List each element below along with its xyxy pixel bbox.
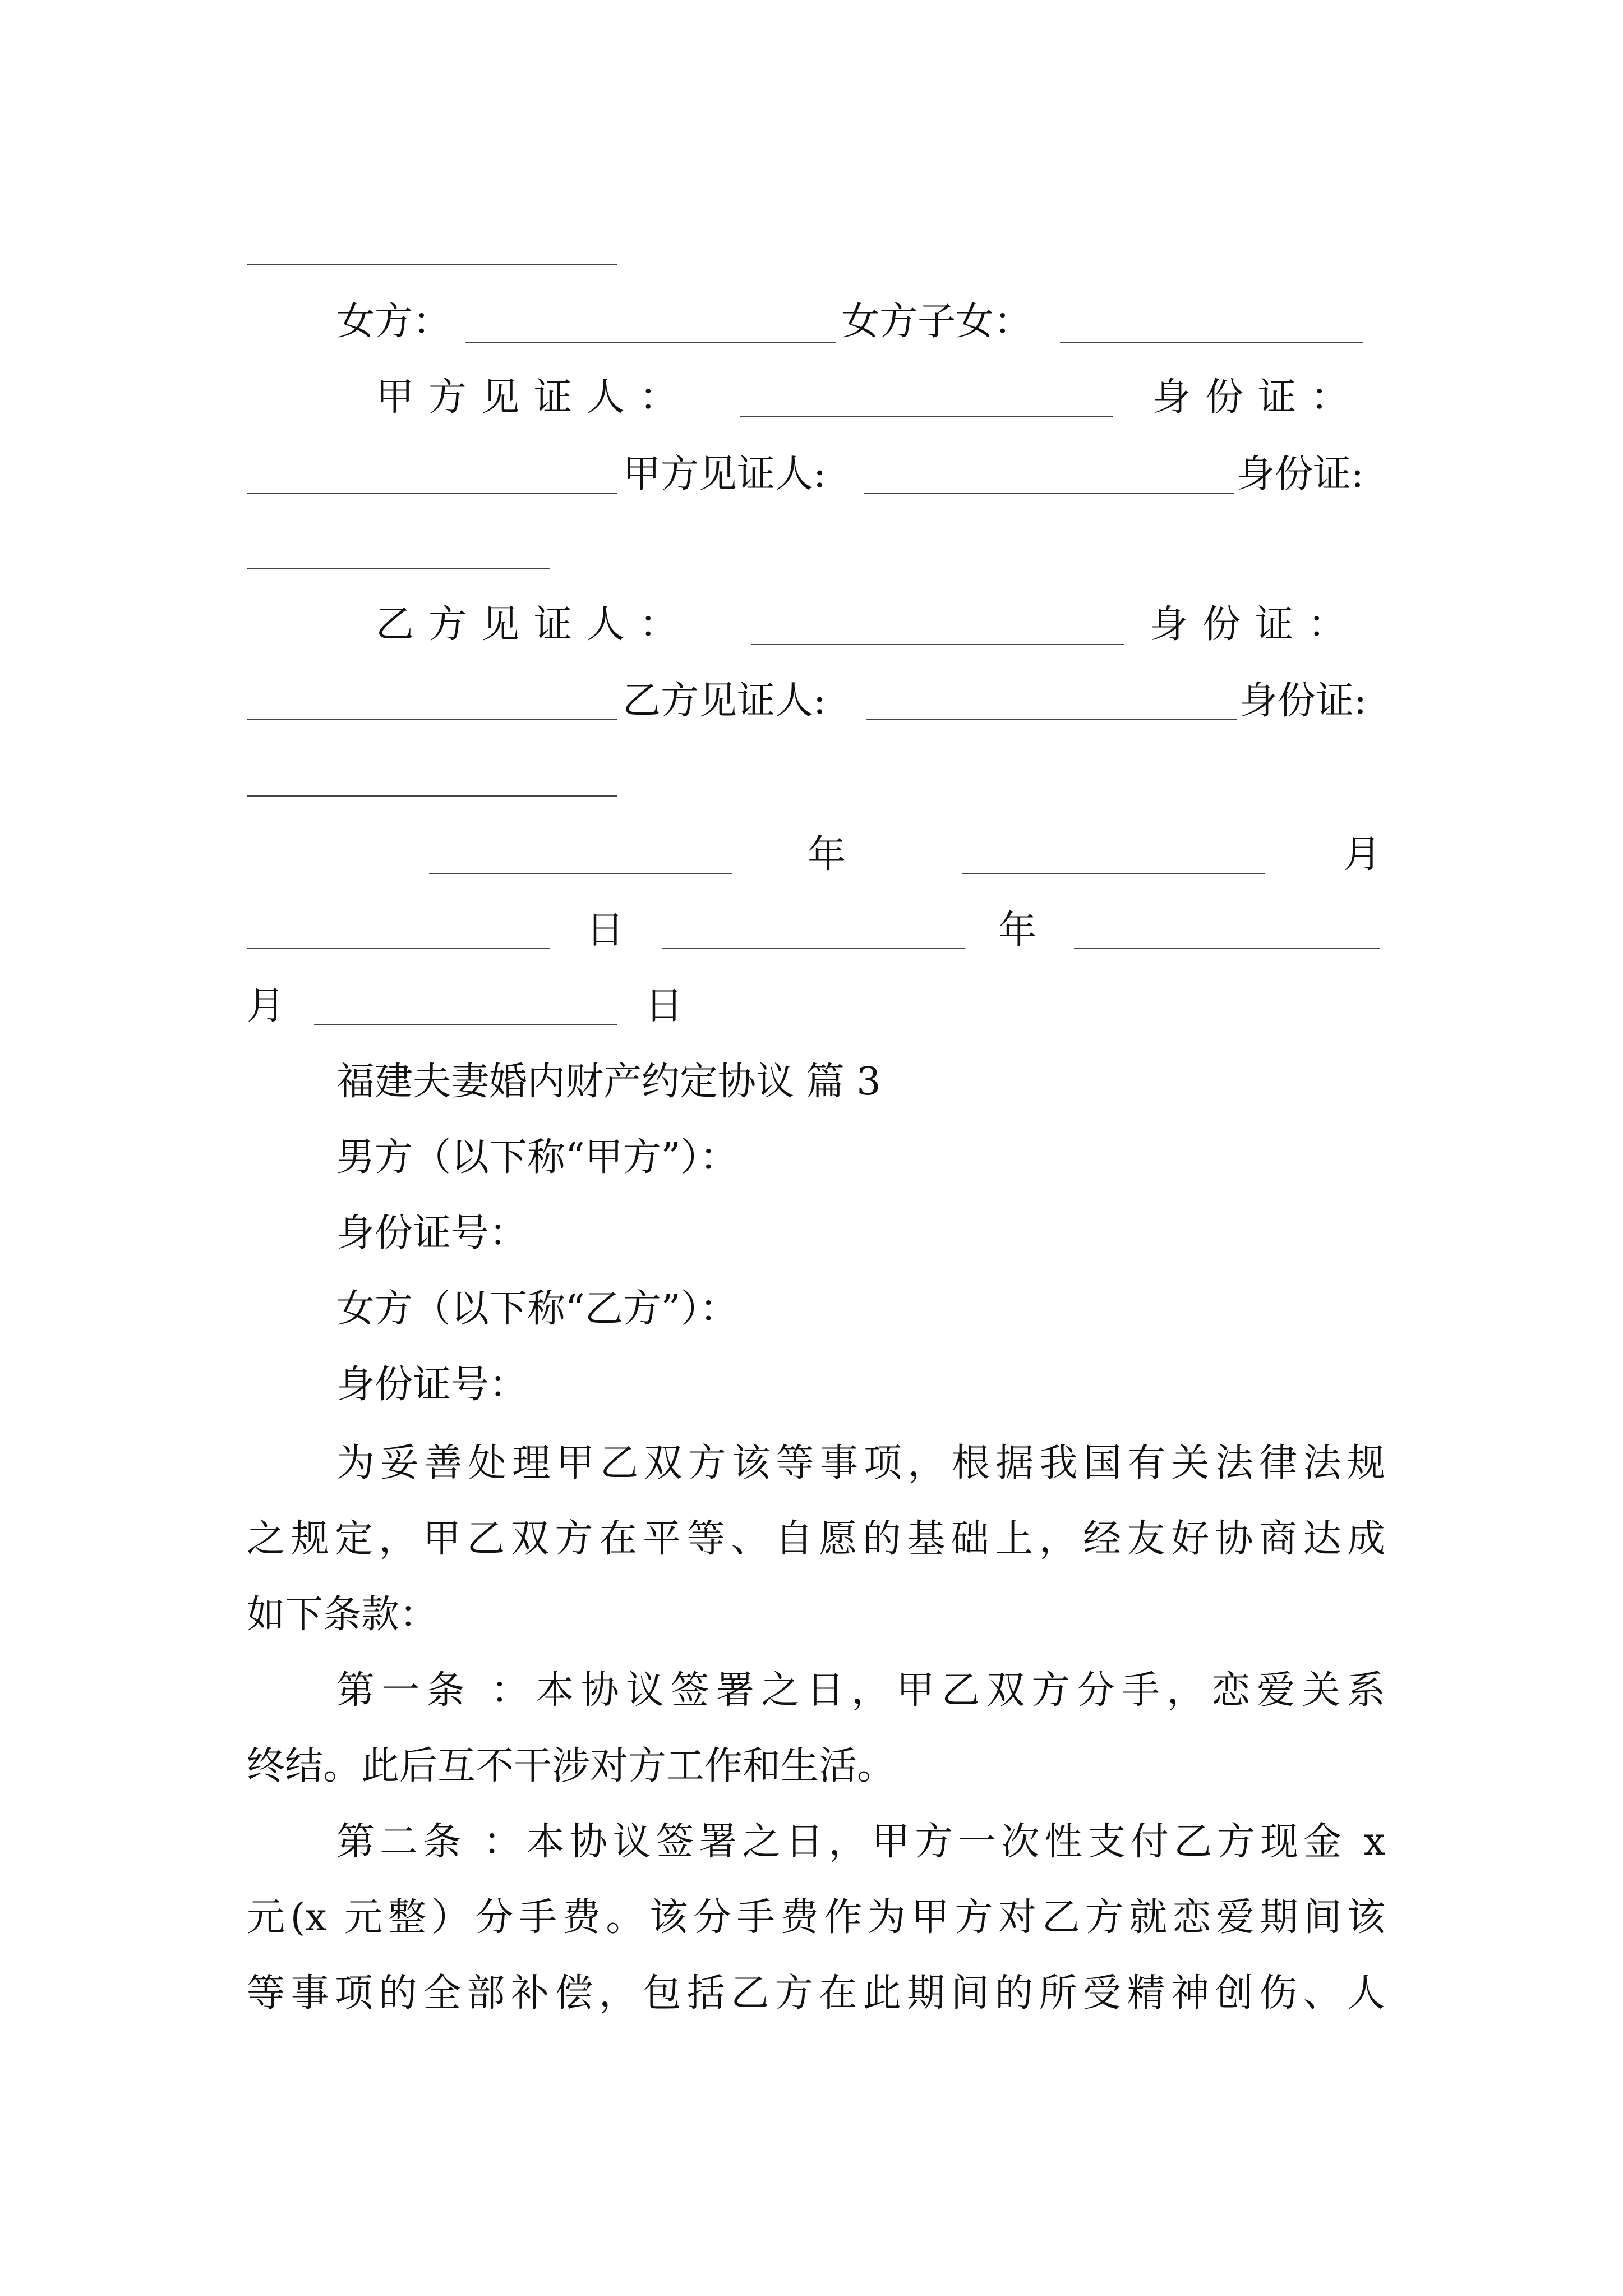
party-b-witness-line — [751, 644, 1124, 645]
month-label-2: 月 — [247, 984, 285, 1028]
female-children-line — [1060, 342, 1363, 343]
paragraph-1-line-1: 为妥善处理甲乙双方该等事项，根据我国有关法律法规 — [336, 1441, 1385, 1485]
party-a-witness-line — [740, 416, 1113, 417]
article-1-line-2: 终结。此后互不干涉对方工作和生活。 — [247, 1744, 896, 1788]
female-children-label: 女方子女： — [841, 300, 1032, 344]
id-label-3: 身份证： — [1150, 602, 1361, 647]
id-line — [247, 493, 617, 494]
female-party-line: 女方（以下称“乙方”）： — [336, 1287, 738, 1331]
party-a-witness-label: 甲方见证人： — [376, 375, 693, 420]
id-label-4: 身份证: — [1239, 679, 1367, 723]
day-label-2: 日 — [645, 984, 684, 1028]
signature-line — [247, 264, 617, 265]
day-label: 日 — [586, 908, 625, 953]
female-label: 女方： — [336, 300, 451, 344]
female-name-line — [465, 342, 836, 343]
article-2-line-3: 等事项的全部补偿，包括乙方在此期间的所受精神创伤、人 — [247, 1971, 1385, 2016]
article-2-line-1: 第二条 ：本协议签署之日，甲方一次性支付乙方现金 x — [336, 1820, 1385, 1864]
paragraph-1-line-3: 如下条款： — [247, 1593, 438, 1637]
section-title: 福建夫妻婚内财产约定协议 篇 3 — [336, 1060, 881, 1104]
id-number-line-1: 身份证号： — [336, 1211, 528, 1255]
month-line — [962, 873, 1265, 874]
month-label: 月 — [1343, 832, 1382, 877]
id-line-4 — [247, 795, 617, 797]
year-label-2: 年 — [998, 908, 1037, 953]
id-number-line-2: 身份证号： — [336, 1363, 528, 1407]
party-b-witness-label-2: 乙方见证人: — [623, 679, 826, 723]
id-label: 身份证： — [1152, 375, 1364, 420]
id-label-2: 身份证: — [1237, 452, 1364, 496]
article-2-line-2: 元(x 元整）分手费。该分手费作为甲方对乙方就恋爱期间该 — [247, 1895, 1385, 1940]
year-label: 年 — [808, 832, 846, 877]
day-line — [247, 948, 550, 949]
party-a-witness-label-2: 甲方见证人: — [623, 452, 826, 496]
id-line-3 — [247, 719, 617, 720]
party-b-witness-label: 乙方见证人： — [376, 602, 693, 647]
year-line — [429, 873, 732, 874]
article-1-line-1: 第一条 ：本协议签署之日，甲乙双方分手，恋爱关系 — [336, 1668, 1385, 1713]
paragraph-1-line-2: 之规定，甲乙双方在平等、自愿的基础上，经友好协商达成 — [247, 1517, 1385, 1561]
party-a-witness-line-2 — [864, 493, 1234, 494]
male-party-line: 男方（以下称“甲方”）： — [336, 1135, 738, 1180]
id-line-2 — [247, 568, 550, 569]
month-line-2 — [1074, 948, 1380, 949]
day-line-2 — [314, 1024, 617, 1025]
party-b-witness-line-2 — [866, 719, 1237, 720]
year-line-2 — [662, 948, 965, 949]
